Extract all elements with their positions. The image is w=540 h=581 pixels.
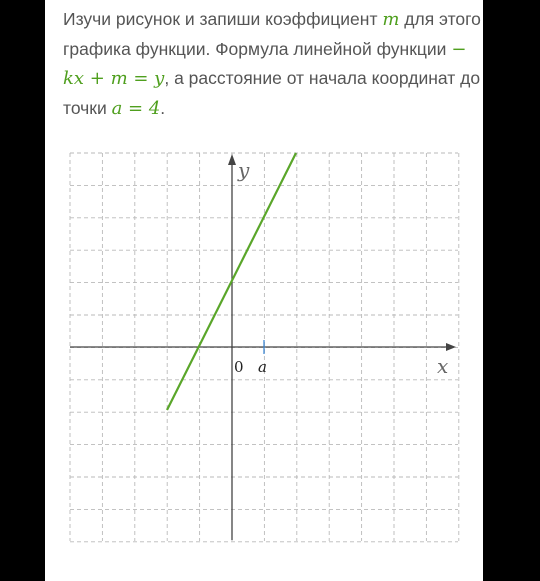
point-a-label: a	[258, 358, 267, 376]
task-text-part4: .	[160, 97, 166, 118]
x-axis-label: x	[437, 354, 449, 378]
variable-m: m	[382, 9, 400, 30]
x-axis-arrow	[446, 343, 456, 351]
point-equation: a = 4	[111, 97, 161, 119]
task-text-part1: Изучи рисунок и запиши коэффициент	[63, 9, 383, 29]
task-text-part3: , а расстояние от начала координат до точки	[63, 68, 481, 118]
y-axis-arrow	[228, 154, 236, 165]
formula: − kx + m = y	[63, 38, 467, 89]
origin-label: 0	[234, 358, 244, 376]
task-text-part2: для этого графика функции. Формула линейной функции	[63, 9, 481, 59]
y-axis-label: y	[238, 158, 250, 182]
